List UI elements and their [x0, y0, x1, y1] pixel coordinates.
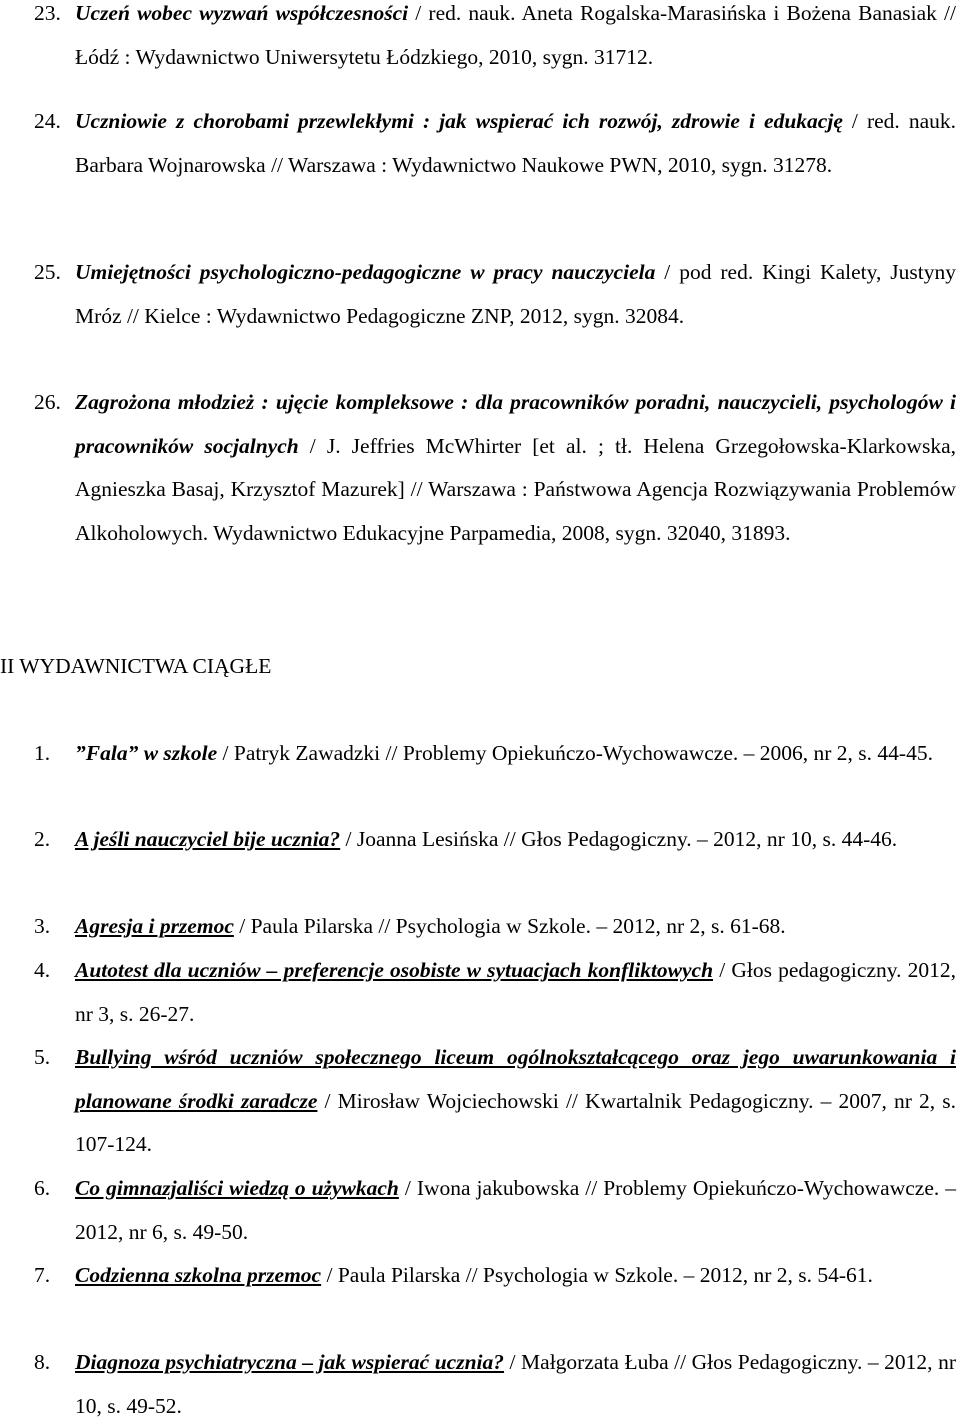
entry-number: 8.	[34, 1350, 51, 1374]
entry-details: / Patryk Zawadzki // Problemy Opiekuńczo-Wychowawcze. – 2006, nr 2, s. 44-45.	[217, 741, 933, 765]
bibliography-entry	[34, 905, 956, 949]
entry-title: ”Fala” w szkole	[75, 741, 218, 765]
entry-number: 1.	[34, 741, 51, 765]
entry-details: / red. nauk. Barbara Wojnarowska // Warszawa : Wydawnictwo Naukowe PWN, 2010, sygn. 31278.	[75, 109, 957, 177]
bibliography-entry	[34, 732, 956, 776]
entry-number: 5.	[34, 1045, 51, 1069]
bibliography-entry	[34, 251, 956, 338]
section-heading: II WYDAWNICTWA CIĄGŁE	[0, 654, 272, 678]
entry-details: / Mirosław Wojciechowski // Kwartalnik Pedagogiczny. – 2007, nr 2, s. 107-124.	[75, 1088, 956, 1156]
entry-number: 2.	[34, 827, 51, 851]
bibliography-entry	[34, 381, 956, 555]
entry-details: / J. Jeffries McWhirter [et al. ; tł. Helena Grzegołowska-Klarkowska, Agnieszka Basaj, Krzysztof Mazurek] // Warszawa : Państwowa Agencja Rozwiązywania Problemów Alkoholowych. Wydawnictwo Edukacyjne Parpamedia, 2008, sygn. 32040, 31893.	[75, 433, 956, 545]
entry-title: Uczeń wobec wyzwań współczesności	[75, 1, 409, 25]
entry-details: / Joanna Lesińska // Głos Pedagogiczny. – 2012, nr 10, s. 44-46.	[340, 827, 898, 851]
bibliography-entry	[34, 0, 956, 79]
entry-details: / Iwona jakubowska // Problemy Opiekuńczo-Wychowawcze. – 2012, nr 6, s. 49-50.	[75, 1176, 956, 1244]
entry-details: / Małgorzata Łuba // Głos Pedagogiczny. – 2012, nr 10, s. 49-52.	[75, 1350, 956, 1418]
bibliography-entry	[34, 1036, 956, 1167]
bibliography-entry	[34, 1254, 956, 1298]
entry-number: 7.	[34, 1263, 51, 1287]
entry-details: / Głos pedagogiczny. 2012, nr 3, s. 26-27.	[75, 958, 956, 1026]
entry-details: / pod red. Kingi Kalety, Justyny Mróz // Kielce : Wydawnictwo Pedagogiczne ZNP, 2012, sygn. 32084.	[75, 260, 956, 328]
entry-number: 26.	[34, 390, 61, 414]
bibliography-entry	[34, 818, 956, 862]
bibliography-entry	[34, 1167, 956, 1254]
entry-title: Co gimnazjaliści wiedzą o używkach	[75, 1176, 399, 1200]
bibliography-entry	[34, 1341, 956, 1428]
entry-title: Agresja i przemoc	[75, 914, 234, 938]
entry-title: Bullying wśród uczniów społecznego liceum ogólnokształcącego oraz jego uwarunkowania i planowane środki zaradcze	[75, 1045, 956, 1113]
bibliography-entry	[34, 949, 956, 1036]
bibliography-entry	[34, 100, 956, 187]
entry-details: / Paula Pilarska // Psychologia w Szkole. – 2012, nr 2, s. 61-68.	[233, 914, 786, 938]
entry-number: 25.	[34, 260, 61, 284]
entry-title: Uczniowie z chorobami przewlekłymi : jak wspierać ich rozwój, zdrowie i edukację	[75, 109, 843, 133]
entry-title: Umiejętności psychologiczno-pedagogiczne w pracy nauczyciela	[75, 260, 656, 284]
entry-details: / Paula Pilarska // Psychologia w Szkole. – 2012, nr 2, s. 54-61.	[321, 1263, 873, 1287]
entry-number: 3.	[34, 914, 51, 938]
entry-title: A jeśli nauczyciel bije ucznia?	[75, 827, 341, 851]
entry-number: 4.	[34, 958, 51, 982]
entry-number: 24.	[34, 109, 61, 133]
entry-title: Codzienna szkolna przemoc	[75, 1263, 322, 1287]
entry-number: 23.	[34, 1, 61, 25]
entry-title: Autotest dla uczniów – preferencje osobiste w sytuacjach konfliktowych	[75, 958, 714, 982]
entry-number: 6.	[34, 1176, 51, 1200]
entry-title: Zagrożona młodzież : ujęcie kompleksowe : dla pracowników poradni, nauczycieli, psychologów i pracowników socjalnych	[75, 390, 956, 458]
entry-title: Diagnoza psychiatryczna – jak wspierać ucznia?	[75, 1350, 505, 1374]
entry-details: / red. nauk. Aneta Rogalska-Marasińska i Bożena Banasiak // Łódź : Wydawnictwo Uniwersytetu Łódzkiego, 2010, sygn. 31712.	[75, 1, 957, 69]
